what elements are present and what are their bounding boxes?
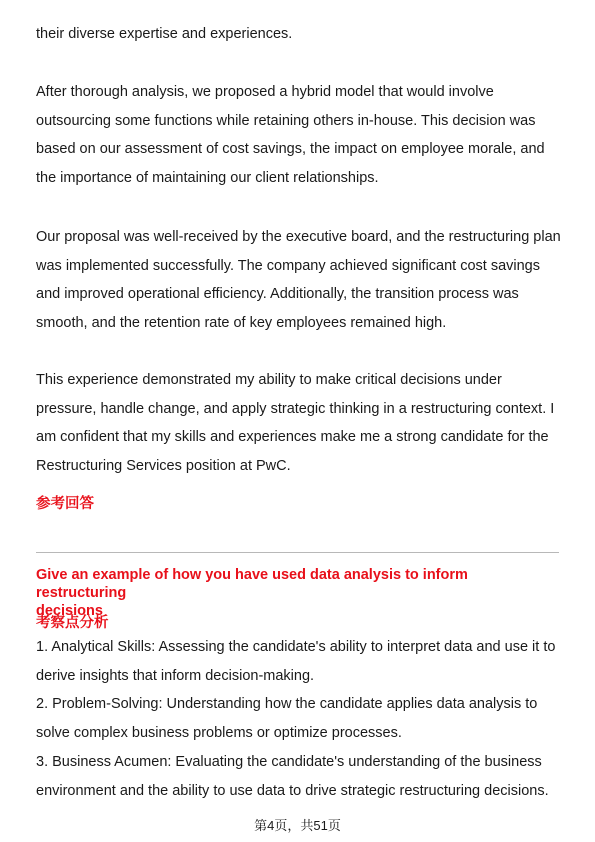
list-item: solve complex business problems or optimize processes. [36, 725, 402, 742]
question-line: Give an example of how you have used data analysis to inform restructuring [36, 567, 468, 601]
list-item: 1. Analytical Skills: Assessing the candidate's ability to interpret data and use it to [36, 639, 556, 655]
list-item: 3. Business Acumen: Evaluating the candidate's understanding of the business [36, 753, 542, 770]
list-item: environment and the ability to use data to drive strategic restructuring decisions. [36, 782, 549, 799]
paragraph-line: their diverse expertise and experiences. [36, 26, 293, 42]
list-item: 2. Problem-Solving: Understanding how the candidate applies data analysis to [36, 696, 538, 713]
evaluation-points-list [36, 633, 560, 805]
paragraph-line: pressure, handle change, and apply strategic thinking in a restructuring context. I [36, 400, 555, 417]
paragraph-line: Restructuring Services position at PwC. [36, 458, 291, 475]
paragraph-line: based on our assessment of cost savings, the impact on employee morale, and [36, 141, 545, 158]
section-divider [36, 552, 559, 553]
outcome-paragraph [36, 223, 560, 338]
paragraph-line: After thorough analysis, we proposed a hybrid model that would involve [36, 84, 494, 100]
interview-question [36, 566, 560, 620]
paragraph-line: Our proposal was well-received by the executive board, and the restructuring plan [36, 229, 561, 245]
paragraph-line: was implemented successfully. The company achieved significant cost savings [36, 257, 540, 274]
reference-answer-heading: 参考回答 [36, 496, 94, 512]
paragraph-line: This experience demonstrated my ability to make critical decisions under [36, 372, 502, 388]
paragraph-line: smooth, and the retention rate of key employees remained high. [36, 315, 447, 332]
conclusion-paragraph [36, 366, 560, 481]
paragraph-line: am confident that my skills and experiences make me a strong candidate for the [36, 429, 549, 446]
question-line: decisions [36, 603, 103, 619]
intro-tail-paragraph [36, 20, 560, 49]
paragraph-line: outsourcing some functions while retaining others in-house. This decision was [36, 112, 536, 129]
evaluation-points-heading: 考察点分析 [36, 615, 109, 631]
analysis-paragraph [36, 78, 560, 193]
list-item: derive insights that inform decision-making. [36, 667, 315, 684]
page-number-footer: 第4页，共51页 [254, 818, 341, 833]
paragraph-line: the importance of maintaining our client relationships. [36, 170, 379, 187]
paragraph-line: and improved operational efficiency. Additionally, the transition process was [36, 286, 519, 303]
